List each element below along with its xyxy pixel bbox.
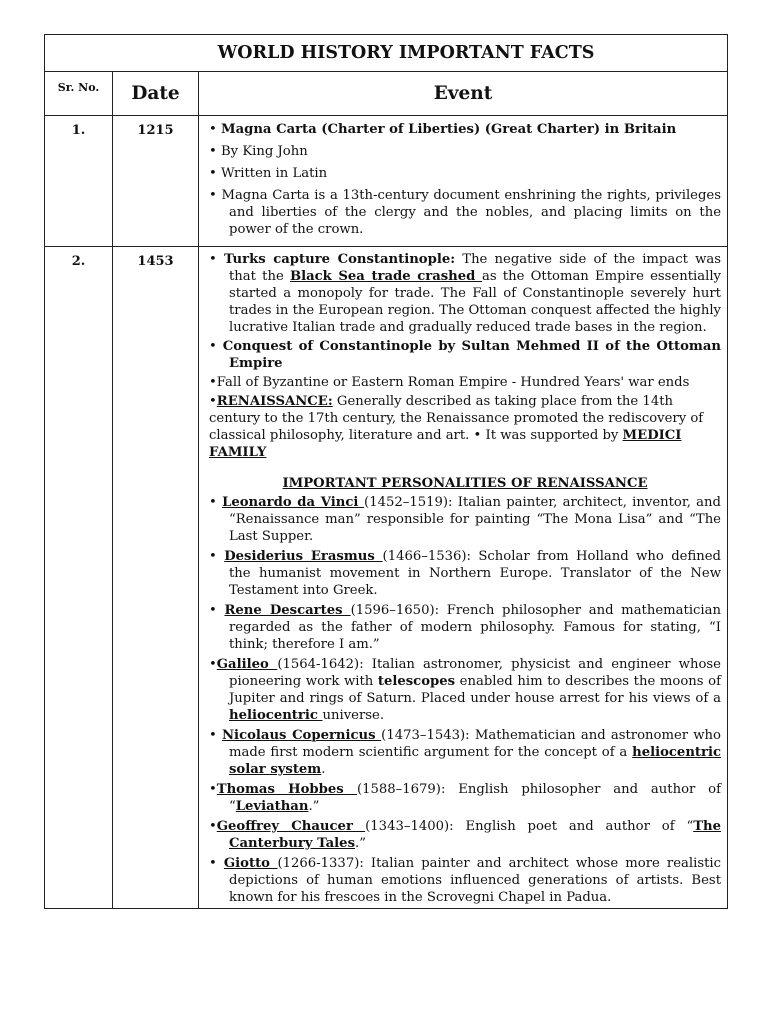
facts-table [44, 34, 728, 909]
event-point-fall: •Fall of Byzantine or Eastern Roman Empire - Hundred Years' war ends [209, 375, 690, 390]
row-date: 1453 [113, 247, 199, 909]
row-date: 1215 [113, 116, 199, 247]
event-point-renaissance: •RENAISSANCE: Generally described as taking place from the 14th century to the 17th century, the Renaissance promoted the rediscovery of classical philosophy, literature and art. • It was supported by MEDICI FAMILY [209, 394, 704, 460]
personality-item: • Nicolaus Copernicus (1473–1543): Mathematician and astronomer who made first modern scientific argument for the concept of a heliocentric solar system. [209, 728, 721, 777]
row-sr-no: 2. [45, 247, 113, 909]
event-point-conquest: • Conquest of Constantinople by Sultan Mehmed II of the Ottoman Empire [209, 339, 721, 371]
event-point: • Magna Carta (Charter of Liberties) (Great Charter) in Britain [209, 122, 677, 137]
personality-item: • Leonardo da Vinci (1452–1519): Italian painter, architect, inventor, and “Renaissance man” responsible for painting “The Mona Lisa” and “The Last Supper. [209, 495, 721, 544]
event-point-turks: • Turks capture Constantinople: The negative side of the impact was that the Black Sea trade crashed as the Ottoman Empire essentially started a monopoly for trade. The Fall of Constantinople severely hurt trades in the European region. The Ottoman conquest affected the highly lucrative Italian trade and gradually reduced trade bases in the region. [209, 252, 722, 335]
header-event: Event [199, 72, 728, 116]
event-point: • By King John [209, 144, 308, 159]
row-event [199, 247, 728, 909]
document-title: WORLD HISTORY IMPORTANT FACTS [45, 35, 728, 72]
personality-item: • Desiderius Erasmus (1466–1536): Scholar from Holland who defined the humanist movement in Northern Europe. Translator of the New Testament into Greek. [209, 549, 721, 598]
row-sr-no: 1. [45, 116, 113, 247]
table-row [45, 247, 728, 909]
event-point: • Written in Latin [209, 166, 328, 181]
personality-item: •Thomas Hobbes (1588–1679): English philosopher and author of “Leviathan.” [209, 782, 721, 814]
header-date: Date [113, 72, 199, 116]
personality-item: • Giotto (1266-1337): Italian painter and architect whose more realistic depictions of human emotions influenced generations of artists. Best known for his frescoes in the Scrovegni Chapel in Padua. [209, 856, 721, 905]
row-event [199, 116, 728, 247]
personality-item: •Galileo (1564-1642): Italian astronomer, physicist and engineer whose pioneering work with telescopes enabled him to describes the moons of Jupiter and rings of Saturn. Placed under house arrest for his views of a heliocentric universe. [209, 657, 721, 723]
personality-item: •Geoffrey Chaucer (1343–1400): English poet and author of “The Canterbury Tales.” [209, 819, 721, 851]
personality-item: • Rene Descartes (1596–1650): French philosopher and mathematician regarded as the father of modern philosophy. Famous for stating, “I think; therefore I am.” [209, 603, 721, 652]
section-heading: IMPORTANT PERSONALITIES OF RENAISSANCE [282, 476, 648, 491]
table-row [45, 116, 728, 247]
header-sr-no: Sr. No. [45, 72, 113, 116]
event-point: • Magna Carta is a 13th-century document enshrining the rights, privileges and liberties of the clergy and the nobles, and placing limits on the power of the crown. [209, 188, 721, 237]
